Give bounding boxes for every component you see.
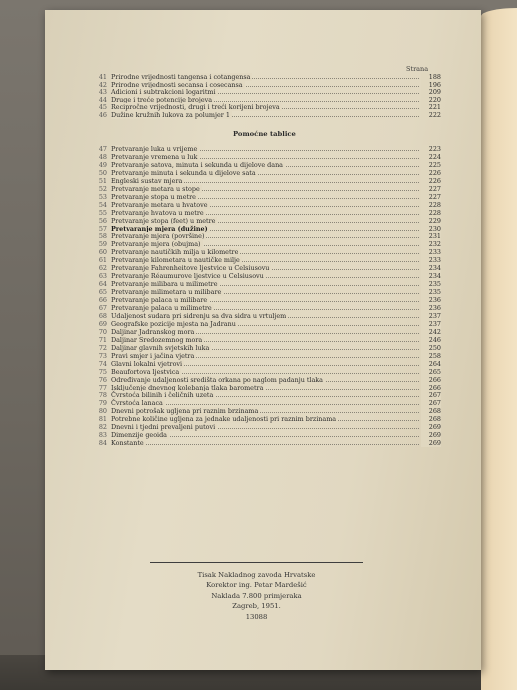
entry-page: 226 — [421, 177, 441, 185]
entry-title: Prirodne vrijednosti secansa i cosecansa — [111, 80, 243, 89]
entry-title: Pretvaranje palaca u milimetre — [111, 304, 212, 312]
entry-title: Pretvaranje minuta i sekunda u dijelove sata — [111, 168, 256, 177]
entry-page: 228 — [421, 209, 441, 217]
entry-number: 80 — [98, 407, 107, 416]
entry-title: Pretvaranje vremena u luk — [111, 152, 198, 161]
entry-number: 70 — [98, 327, 107, 336]
entry-title: Pretvaranje satova, minuta i sekunda u dijelove dana — [111, 160, 283, 169]
entry-title: Određivanje udaljenosti središta orkana po naglom padanju tlaka — [111, 375, 323, 384]
entry-title: Pretvaranje metara u hvatove — [111, 200, 208, 209]
entry-number: 47 — [98, 145, 107, 153]
entry-number: 66 — [98, 296, 107, 305]
entry-page: 225 — [421, 161, 441, 169]
toc-entry — [95, 264, 441, 272]
entry-number: 54 — [98, 200, 107, 209]
entry-number: 56 — [98, 216, 107, 225]
entry-page: 222 — [421, 111, 441, 119]
entry-number: 64 — [98, 280, 107, 289]
entry-title: Pretvaranje palaca u milibare — [111, 296, 208, 305]
entry-title: Pretvaranje mjera (površine) — [111, 232, 205, 241]
entry-number: 71 — [98, 335, 107, 344]
entry-number: 65 — [98, 288, 107, 297]
entry-page: 250 — [421, 344, 441, 352]
entry-number: 69 — [98, 319, 107, 328]
entry-page: 235 — [421, 280, 441, 288]
entry-page: 224 — [421, 153, 441, 161]
entry-title: Pretvaranje nautičkih milja u kilometre — [111, 248, 239, 257]
imprint-print-run: Naklada 7.800 primjeraka — [211, 591, 302, 600]
entry-number: 46 — [98, 111, 107, 119]
entry-number: 53 — [98, 192, 107, 201]
toc-entry — [95, 161, 441, 169]
entry-title: Pravi smjer i jačina vjetra — [111, 351, 195, 360]
toc-entry — [95, 320, 441, 328]
toc-entry — [95, 201, 441, 209]
entry-number: 62 — [98, 264, 107, 273]
entry-page: 220 — [421, 96, 441, 104]
entry-number: 74 — [98, 359, 107, 368]
entry-title: Pretvaranje Fahrenheitove ljestvice u Celsiusovu — [111, 264, 270, 273]
imprint-rule — [150, 562, 363, 563]
entry-number: 58 — [98, 232, 107, 241]
entry-number: 73 — [98, 351, 107, 360]
page-column-header: Strana — [406, 65, 429, 73]
imprint-printer: Tisak Nakladnog zavoda Hrvatske — [197, 571, 316, 579]
entry-page: 265 — [421, 368, 441, 376]
entry-title: Konstante — [111, 439, 144, 448]
entry-number: 49 — [98, 160, 107, 169]
imprint — [150, 570, 363, 622]
entry-title: Recipročne vrijednosti, drugi i treći korijeni brojeva — [111, 103, 280, 112]
entry-title: Adicioni i subtrakcioni logaritmi — [111, 88, 216, 97]
entry-number: 81 — [98, 415, 107, 424]
entry-page: 235 — [421, 288, 441, 296]
entry-title: Udaljenost sudara pri sidrenju sa dva sidra u vrtuljem — [111, 311, 287, 320]
entry-page: 266 — [421, 384, 441, 392]
entry-title: Čvrstoća lanaca — [111, 399, 163, 408]
entry-title: Isključenje dnevnog kolebanja tlaka barometra — [111, 383, 264, 392]
entry-title: Pretvaranje Réaumurove ljestvice u Celsiusovu — [111, 272, 264, 281]
entry-title: Pretvaranje mjera (dužine) — [111, 224, 208, 233]
imprint-code: 13088 — [245, 612, 268, 621]
entry-page: 269 — [421, 439, 441, 447]
toc-entry — [95, 415, 441, 423]
entry-number: 79 — [98, 399, 107, 408]
entry-title: Pretvaranje stopa u metre — [111, 192, 196, 201]
entry-number: 75 — [98, 367, 107, 376]
entry-page: 233 — [421, 256, 441, 264]
toc-entry — [95, 145, 441, 153]
entry-title: Pretvaranje kilometara u nautičke milje — [111, 256, 240, 265]
entry-page: 266 — [421, 376, 441, 384]
entry-page: 233 — [421, 248, 441, 256]
entry-title: Dnevni i tjedni prevaljeni putovi — [111, 423, 216, 432]
entry-number: 57 — [98, 224, 107, 233]
imprint-place-year: Zagreb, 1951. — [232, 602, 281, 611]
entry-page: 188 — [421, 73, 441, 81]
entry-number: 67 — [98, 304, 107, 312]
entry-number: 59 — [98, 240, 107, 249]
entry-page: 230 — [421, 225, 441, 233]
toc-entry — [95, 368, 441, 376]
entry-title: Prirodne vrijednosti tangensa i cotangensa — [111, 73, 251, 81]
toc-entry — [95, 209, 441, 217]
toc-entry — [95, 336, 441, 344]
entry-number: 83 — [98, 431, 107, 440]
entry-page: 268 — [421, 415, 441, 423]
entry-page: 227 — [421, 193, 441, 201]
toc-entry — [95, 177, 441, 185]
toc-entry — [95, 344, 441, 352]
entry-page: 236 — [421, 296, 441, 304]
toc-entry — [95, 169, 441, 177]
entry-page: 226 — [421, 169, 441, 177]
entry-number: 72 — [98, 343, 107, 352]
toc-entry — [95, 193, 441, 201]
toc-entry — [95, 439, 441, 447]
entry-number: 78 — [98, 391, 107, 400]
toc-entry — [95, 360, 441, 368]
entry-page: 229 — [421, 217, 441, 225]
entry-page: 267 — [421, 399, 441, 407]
entry-title: Pretvaranje luka u vrijeme — [111, 145, 198, 153]
entry-number: 42 — [98, 80, 107, 89]
entry-page: 269 — [421, 431, 441, 439]
entry-page: 234 — [421, 272, 441, 280]
entry-page: 264 — [421, 360, 441, 368]
leader-dots — [111, 444, 419, 445]
toc-entry — [95, 312, 441, 320]
entry-page: 269 — [421, 423, 441, 431]
entry-number: 82 — [98, 423, 107, 432]
toc-entry — [95, 304, 441, 312]
entry-page: 236 — [421, 304, 441, 312]
toc-entry — [95, 240, 441, 248]
toc-entry — [95, 153, 441, 161]
entry-title: Druge i treće potencije brojeva — [111, 95, 213, 104]
toc-entry — [95, 288, 441, 296]
toc-entry — [95, 431, 441, 439]
toc-entry — [95, 328, 441, 336]
toc-entry — [95, 248, 441, 256]
toc-entry — [95, 376, 441, 384]
entry-title: Pretvaranje milimetara u milibare — [111, 288, 222, 297]
toc-entry — [95, 407, 441, 415]
toc-entry — [95, 272, 441, 280]
entry-page: 223 — [421, 145, 441, 153]
toc-entry — [95, 185, 441, 193]
entry-number: 61 — [98, 256, 107, 265]
entry-number: 84 — [98, 439, 107, 448]
entry-title: Pretvaranje metara u stope — [111, 184, 200, 193]
entry-page: 227 — [421, 185, 441, 193]
toc-entry — [95, 217, 441, 225]
entry-title: Pretvaranje stopa (feet) u metre — [111, 216, 216, 225]
entry-number: 45 — [98, 103, 107, 112]
toc-entry — [95, 232, 441, 240]
toc-entry — [95, 352, 441, 360]
entry-title: Glavni lokalni vjetrovi — [111, 359, 183, 368]
entry-number: 52 — [98, 184, 107, 193]
entry-page: 237 — [421, 312, 441, 320]
entry-page: 196 — [421, 81, 441, 89]
entry-title: Beaufortova ljestvica — [111, 367, 180, 376]
entry-title: Daljinar Sredozemnog mora — [111, 335, 203, 344]
entry-title: Dnevni potrošak ugljena pri raznim brzinama — [111, 407, 259, 416]
toc-entry — [95, 256, 441, 264]
entry-number: 55 — [98, 208, 107, 217]
entry-title: Dimenzije geoida — [111, 431, 167, 440]
entry-title: Potrebne količine ugljena za jednake udaljenosti pri raznim brzinama — [111, 415, 337, 424]
entry-page: 237 — [421, 320, 441, 328]
entry-number: 50 — [98, 168, 107, 177]
entry-page: 258 — [421, 352, 441, 360]
entry-title: Daljinar glavnih svjetskih luka — [111, 343, 210, 352]
toc-entry — [95, 296, 441, 304]
entry-number: 60 — [98, 248, 107, 257]
entry-number: 77 — [98, 383, 107, 392]
entry-title: Čvrstoća bilinih i čeličnih uzeta — [111, 391, 214, 400]
entry-number: 41 — [98, 73, 107, 81]
entry-page: 209 — [421, 88, 441, 96]
entry-title: Geografske pozicije mjesta na Jadranu — [111, 319, 236, 328]
entry-number: 44 — [98, 95, 107, 104]
entry-number: 51 — [98, 176, 107, 185]
toc-entry — [95, 423, 441, 431]
entry-number: 43 — [98, 88, 107, 97]
entry-page: 234 — [421, 264, 441, 272]
entry-number: 76 — [98, 375, 107, 384]
entry-number: 68 — [98, 311, 107, 320]
entry-title: Dužine kružnih lukova za polumjer 1 — [111, 111, 230, 119]
entry-page: 232 — [421, 240, 441, 248]
entry-number: 63 — [98, 272, 107, 281]
entry-page: 246 — [421, 336, 441, 344]
section-title: Pomoćne tablice — [233, 130, 296, 138]
entry-page: 231 — [421, 232, 441, 240]
entry-number: 48 — [98, 152, 107, 161]
entry-title: Pretvaranje hvatova u metre — [111, 208, 204, 217]
toc-entry — [95, 280, 441, 288]
imprint-proofreader: Korektor ing. Petar Mardešić — [206, 581, 307, 590]
entry-page: 242 — [421, 328, 441, 336]
entry-title: Daljinar Jadranskog mora — [111, 327, 195, 336]
entry-page: 228 — [421, 201, 441, 209]
entry-page: 268 — [421, 407, 441, 415]
entry-title: Pretvaranje mjera (obujma) — [111, 240, 201, 249]
entry-page: 267 — [421, 391, 441, 399]
entry-title: Pretvaranje milibara u milimetre — [111, 280, 218, 289]
entry-title: Engleski sustav mjera — [111, 176, 183, 185]
entry-page: 221 — [421, 103, 441, 111]
